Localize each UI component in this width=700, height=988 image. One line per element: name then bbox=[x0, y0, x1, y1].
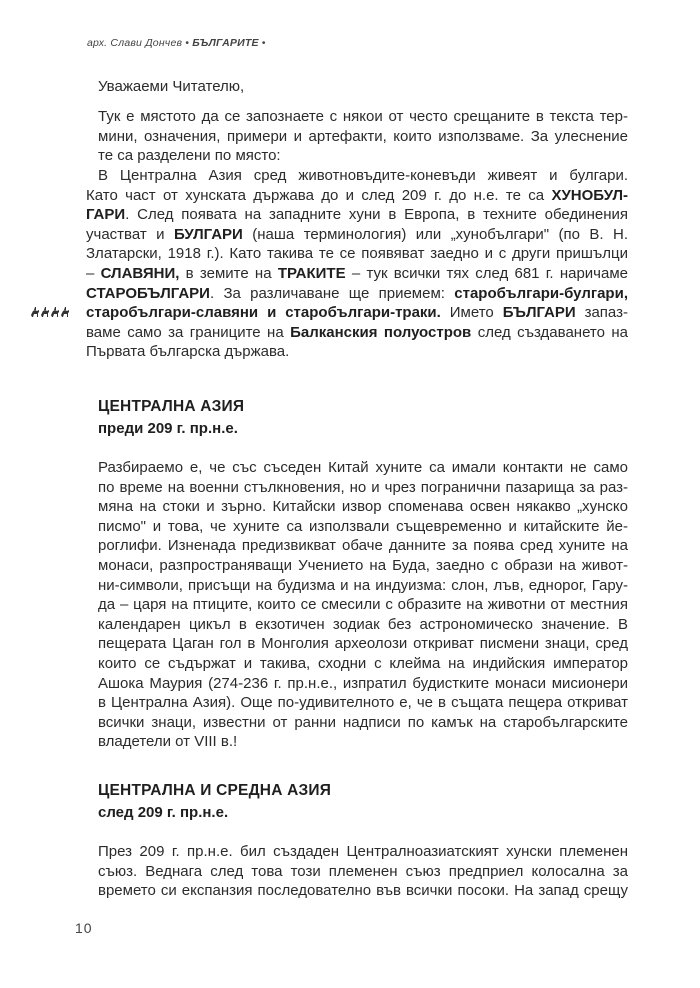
text-line: съюз. Веднага след това този племенен съюз предприел колосална за bbox=[98, 862, 628, 880]
horse-riders-icon bbox=[30, 305, 70, 319]
text-line: те са разделени по място: bbox=[98, 147, 281, 165]
section-subtitle: след 209 г. пр.н.е. bbox=[98, 804, 229, 821]
text-line: роглифи. Изненада предизвикват обаче данните за поява сред хуните на bbox=[98, 537, 628, 555]
text-line: по време на военни стълкновения, но и чрез погранични пазарища за раз- bbox=[98, 478, 628, 496]
text-line: СТАРОБЪЛГАРИ. За различаване ще приемем: старобългари-булгари, bbox=[86, 284, 628, 302]
text-line: Разбираемо е, че със съседен Китай хуните са имали контакти не само bbox=[98, 459, 628, 476]
section-title: ЦЕНТРАЛНА АЗИЯ bbox=[98, 398, 245, 415]
text-line: ГАРИ. След появата на западните хуни в Европа, в техните обединения bbox=[86, 206, 628, 224]
section-2-body bbox=[98, 842, 628, 901]
running-head-separator: • bbox=[182, 37, 193, 49]
section-heading-central-asia bbox=[98, 398, 244, 437]
text-line: старобългари-славяни и старобългари-траки. Името БЪЛГАРИ запаз- bbox=[86, 304, 628, 322]
text-line: монаси, разпространяващи Учението на Буда, заедно с образи на живот- bbox=[98, 556, 628, 574]
running-head-trail: • bbox=[258, 37, 266, 49]
text-line: ваме само за границите на Балканския полуостров след създаването на bbox=[86, 323, 629, 341]
text-line: В Централна Азия сред животновъдите-коневъди живеят и булгари. bbox=[98, 167, 628, 184]
section-1-body bbox=[98, 458, 628, 752]
text-line: да – царя на птиците, които се смесили с образите на животни от местния bbox=[98, 596, 628, 614]
text-line: – СЛАВЯНИ, в земите на ТРАКИТЕ – тук всички тях след 681 г. наричаме bbox=[86, 264, 628, 282]
text-line: мини, означения, примери и артефакти, които използваме. За улеснение bbox=[98, 127, 628, 145]
text-line: участват и БУЛГАРИ (наша терминология) или „хунобългари" (по В. Н. bbox=[86, 225, 628, 243]
text-line: Тук е мястото да се запознаете с някои от често срещаните в текста тер- bbox=[98, 108, 628, 125]
text-line: Златарски, 1918 г.). Като такива те се появяват заедно и с други пришълци bbox=[86, 245, 628, 263]
text-line: календарен цикъл в екзотичен зодиак без астрономическо значение. В bbox=[98, 615, 628, 633]
text-line: Първата българска държава. bbox=[86, 343, 290, 361]
text-line: ни-символи, присъщи на будизма и на индуизма: слон, лъв, еднорог, Гару- bbox=[98, 576, 628, 594]
section-heading-central-middle-asia bbox=[98, 782, 331, 821]
text-line: писмо" и това, че хуните са използвали същевременно и китайските йе- bbox=[98, 517, 628, 535]
section-title: ЦЕНТРАЛНА И СРЕДНА АЗИЯ bbox=[98, 782, 332, 799]
page-number: 10 bbox=[75, 920, 93, 936]
running-head-title: БЪЛГАРИТЕ bbox=[192, 37, 259, 49]
text-line: в Централна Азия). Още по-удивителното е, че в същата пещера откриват bbox=[98, 694, 628, 712]
text-line: владетели от VIII в.! bbox=[98, 733, 238, 751]
text-line: мяна на стоки и зърно. Китайски извор споменава освен някакво „хунско bbox=[98, 498, 628, 516]
text-line: всички знаци, известни от ранни надписи по камък на старобългарските bbox=[98, 713, 628, 731]
salutation: Уважаеми Читателю, bbox=[98, 78, 245, 95]
section-subtitle: преди 209 г. пр.н.е. bbox=[98, 420, 238, 437]
intro-paragraph-1 bbox=[98, 107, 628, 166]
text-line: През 209 г. пр.н.е. бил създаден Централноазиатският хунски племенен bbox=[98, 843, 628, 860]
text-line: времето си експанзия последователно във всички посоки. На запад срещу bbox=[98, 882, 628, 900]
running-head-author: арх. Слави Дончев bbox=[87, 37, 183, 49]
intro-paragraph-2 bbox=[86, 166, 628, 362]
text-line: пещерата Цаган гол в Монголия археолози откриват писмени знаци, сред bbox=[98, 635, 628, 653]
text-line: които се съдържат и такива, сходни с клейма на индийския император bbox=[98, 654, 628, 672]
text-line: Ашока Маурия (274-236 г. пр.н.е., изпратил будистките монаси мисионери bbox=[98, 674, 628, 692]
running-head bbox=[87, 37, 266, 49]
text-line: Като част от хунската държава до и след 209 г. до н.е. те са ХУНОБУЛ- bbox=[86, 186, 628, 204]
